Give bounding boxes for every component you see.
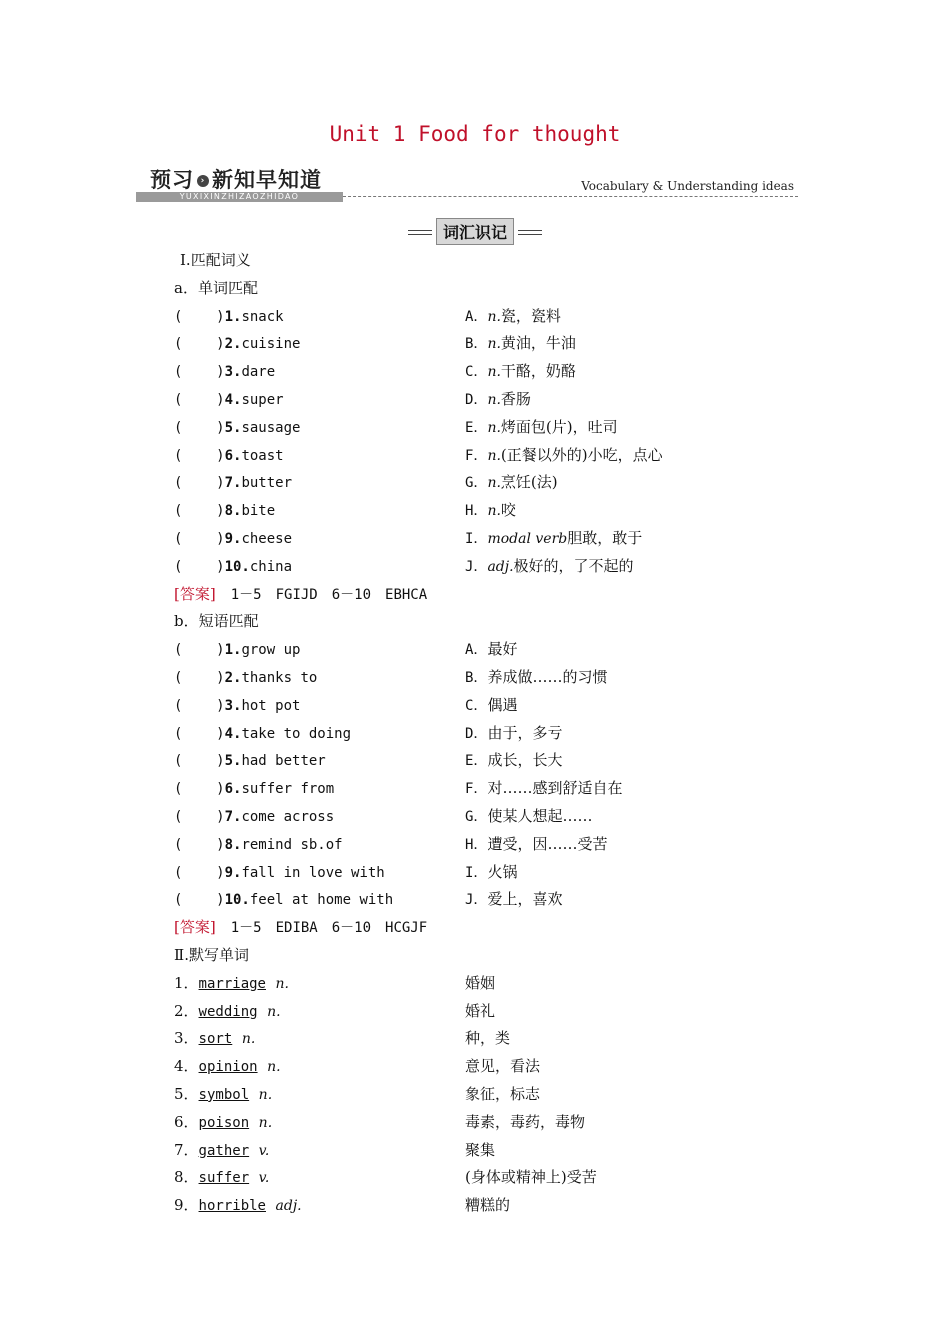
dictation-row xyxy=(0,1192,950,1220)
dictation-left xyxy=(174,970,289,999)
banner-title-left: 预习 xyxy=(150,168,194,192)
phrase-match-left xyxy=(174,747,326,776)
item-number: 1. xyxy=(224,308,242,325)
phrase-match-right xyxy=(465,636,517,665)
phrase-match-row xyxy=(0,886,950,914)
item-number: 2. xyxy=(224,336,242,353)
option-letter: G． xyxy=(465,808,488,825)
phrase-match-left xyxy=(174,803,334,832)
phrase-match-row xyxy=(0,859,950,887)
word-match-right xyxy=(465,553,634,582)
phrase-match-row xyxy=(0,636,950,664)
word-match-right xyxy=(465,303,561,332)
option-meaning: 偶遇 xyxy=(487,695,518,714)
answer-blank: ( ) xyxy=(174,753,225,770)
dictation-row xyxy=(0,1081,950,1109)
item-number: 3. xyxy=(224,364,242,381)
section-banner xyxy=(136,162,798,204)
phrase-match-right xyxy=(465,692,517,721)
part-a-heading: a．单词匹配 xyxy=(174,278,258,297)
word-match-left xyxy=(174,442,284,471)
option-letter: I． xyxy=(465,864,488,881)
phrase-match-row xyxy=(0,720,950,748)
item-number: 4． xyxy=(174,1057,199,1076)
dictation-meaning: 象征，标志 xyxy=(465,1084,541,1103)
phrase-match-row xyxy=(0,803,950,831)
item-word: cuisine xyxy=(241,336,301,353)
dictation-word: wedding xyxy=(198,1003,258,1020)
item-word: snack xyxy=(241,308,284,325)
arrow-circle-icon: › xyxy=(197,175,209,187)
item-phrase: had better xyxy=(241,753,326,770)
dictation-word: opinion xyxy=(198,1059,258,1076)
answer-blank: ( ) xyxy=(174,808,225,825)
word-match-right xyxy=(465,497,516,526)
phrase-matching-list xyxy=(0,636,950,914)
phrase-match-right xyxy=(465,831,607,860)
exercise-content xyxy=(0,247,950,1220)
item-number: 8． xyxy=(174,1168,199,1187)
word-match-left xyxy=(174,386,284,415)
item-number: 3. xyxy=(224,697,242,714)
part-of-speech: n. xyxy=(487,447,501,464)
part-of-speech: n. xyxy=(267,1003,281,1020)
item-number: 7． xyxy=(174,1140,199,1159)
answer-blank: ( ) xyxy=(174,391,225,408)
dictation-left xyxy=(174,1053,281,1082)
option-meaning: 火锅 xyxy=(487,862,518,881)
word-match-row xyxy=(0,303,950,331)
item-word: sausage xyxy=(241,419,301,436)
option-meaning: 最好 xyxy=(487,640,518,659)
word-match-row xyxy=(0,525,950,553)
dictation-meaning: (身体或精神上)受苦 xyxy=(465,1168,597,1187)
item-number: 6． xyxy=(174,1112,199,1131)
phrase-match-row xyxy=(0,692,950,720)
item-number: 10. xyxy=(224,558,250,575)
dashed-divider xyxy=(343,196,798,197)
item-number: 1. xyxy=(224,642,242,659)
option-letter: J． xyxy=(465,558,488,575)
option-letter: H． xyxy=(465,503,488,520)
phrase-match-left xyxy=(174,886,393,915)
dictation-left xyxy=(174,1137,269,1166)
part1-heading: Ⅰ.匹配词义 xyxy=(180,251,251,269)
phrase-match-row xyxy=(0,664,950,692)
banner-pinyin: YUXIXINZHIZAOZHIDAO xyxy=(136,192,343,202)
option-meaning: 烤面包(片)，吐司 xyxy=(500,417,618,436)
part-b-answer xyxy=(0,914,950,942)
item-phrase: hot pot xyxy=(241,697,301,714)
option-meaning: 养成做……的习惯 xyxy=(487,667,608,686)
dictation-row xyxy=(0,1137,950,1165)
dictation-row xyxy=(0,1164,950,1192)
item-phrase: suffer from xyxy=(241,781,335,798)
option-meaning: 黄油，牛油 xyxy=(500,334,576,353)
part-of-speech: n. xyxy=(241,1031,256,1048)
dictation-row xyxy=(0,1109,950,1137)
word-matching-list xyxy=(0,303,950,581)
option-meaning: 瓷，瓷料 xyxy=(500,306,561,325)
phrase-match-right xyxy=(465,720,562,749)
item-number: 9． xyxy=(174,1196,199,1215)
option-meaning: 胆敢，敢于 xyxy=(567,528,643,547)
item-number: 2. xyxy=(224,669,242,686)
option-letter: F． xyxy=(465,447,488,464)
dictation-meaning: 婚姻 xyxy=(465,973,496,992)
word-match-left xyxy=(174,497,275,526)
part-b-heading: b．短语匹配 xyxy=(174,612,259,631)
word-match-row xyxy=(0,553,950,581)
option-meaning: 爱上，喜欢 xyxy=(487,890,563,909)
answer-blank: ( ) xyxy=(174,503,225,520)
phrase-match-left xyxy=(174,692,300,721)
option-meaning: 香肠 xyxy=(500,389,531,408)
part-of-speech: n. xyxy=(275,975,289,992)
option-letter: H． xyxy=(465,836,488,853)
part-of-speech: n. xyxy=(487,475,501,492)
answer-blank: ( ) xyxy=(174,642,225,659)
answer-blank: ( ) xyxy=(174,669,225,686)
dictation-row xyxy=(0,1053,950,1081)
dictation-word: horrible xyxy=(198,1198,266,1215)
part2-heading: Ⅱ.默写单词 xyxy=(174,945,249,964)
option-letter: A． xyxy=(465,308,488,325)
word-match-row xyxy=(0,330,950,358)
option-letter: G． xyxy=(465,475,488,492)
banner-title xyxy=(150,164,322,194)
word-match-left xyxy=(174,358,275,387)
word-match-row xyxy=(0,442,950,470)
item-number: 1． xyxy=(174,973,199,992)
item-number: 6. xyxy=(224,781,242,798)
word-match-row xyxy=(0,414,950,442)
item-word: toast xyxy=(241,447,284,464)
answer-blank: ( ) xyxy=(174,697,225,714)
option-letter: J． xyxy=(465,892,488,909)
phrase-match-row xyxy=(0,831,950,859)
option-letter: B． xyxy=(465,669,488,686)
phrase-match-right xyxy=(465,803,592,832)
item-number: 9. xyxy=(224,864,242,881)
part-of-speech: n. xyxy=(487,364,501,381)
dictation-left xyxy=(174,1081,272,1110)
section-label-text: 词汇识记 xyxy=(436,218,514,245)
item-phrase: feel at home with xyxy=(249,892,394,909)
part-of-speech: n. xyxy=(487,503,501,520)
answer-blank: ( ) xyxy=(174,836,225,853)
answer-tag: [答案] xyxy=(174,918,216,937)
option-letter: E． xyxy=(465,419,488,436)
item-number: 2． xyxy=(174,1001,199,1020)
word-match-right xyxy=(465,469,558,498)
dictation-row xyxy=(0,1025,950,1053)
answer-text: 1－5 EDIBA 6－10 HCGJF xyxy=(230,920,428,937)
dictation-word: symbol xyxy=(198,1086,250,1103)
answer-blank: ( ) xyxy=(174,558,225,575)
phrase-match-row xyxy=(0,747,950,775)
phrase-match-right xyxy=(465,886,562,915)
part-of-speech: n. xyxy=(258,1086,273,1103)
option-meaning: 使某人想起…… xyxy=(487,806,593,825)
phrase-match-left xyxy=(174,831,343,860)
word-match-left xyxy=(174,553,292,582)
page-title: Unit 1 Food for thought xyxy=(329,122,621,146)
answer-blank: ( ) xyxy=(174,419,225,436)
option-letter: D． xyxy=(465,391,488,408)
part-of-speech: n. xyxy=(258,1114,273,1131)
phrase-match-right xyxy=(465,859,517,888)
answer-text: 1－5 FGIJD 6－10 EBHCA xyxy=(230,586,428,603)
option-meaning: 烹饪(法) xyxy=(500,473,558,492)
phrase-match-left xyxy=(174,636,300,665)
part-of-speech: v. xyxy=(258,1142,270,1159)
item-word: cheese xyxy=(241,530,293,547)
word-match-right xyxy=(465,386,531,415)
dictation-word: sort xyxy=(198,1031,233,1048)
answer-blank: ( ) xyxy=(174,725,225,742)
answer-blank: ( ) xyxy=(174,447,225,464)
answer-tag: [答案] xyxy=(174,584,216,603)
answer-blank: ( ) xyxy=(174,864,225,881)
word-match-row xyxy=(0,386,950,414)
option-meaning: 遭受，因……受苦 xyxy=(487,834,608,853)
item-word: dare xyxy=(241,364,276,381)
dictation-meaning: 意见，看法 xyxy=(465,1057,541,1076)
option-letter: D． xyxy=(465,725,488,742)
phrase-match-left xyxy=(174,664,317,693)
part-of-speech: adj. xyxy=(275,1198,302,1215)
word-match-right xyxy=(465,442,663,471)
dictation-meaning: 毒素，毒药，毒物 xyxy=(465,1112,586,1131)
word-match-left xyxy=(174,525,292,554)
word-match-left xyxy=(174,469,292,498)
dictation-word: marriage xyxy=(198,975,266,992)
answer-blank: ( ) xyxy=(174,892,225,909)
item-number: 8. xyxy=(224,836,242,853)
option-meaning: 极好的，了不起的 xyxy=(513,556,634,575)
dictation-row xyxy=(0,970,950,998)
dictation-left xyxy=(174,998,281,1027)
item-number: 10. xyxy=(224,892,250,909)
item-phrase: grow up xyxy=(241,642,301,659)
dictation-meaning: 糟糕的 xyxy=(465,1196,511,1215)
part-of-speech: n. xyxy=(487,419,501,436)
item-number: 4. xyxy=(224,391,242,408)
item-phrase: thanks to xyxy=(241,669,318,686)
option-letter: C． xyxy=(465,364,488,381)
word-dictation-list xyxy=(0,970,950,1220)
section-label xyxy=(0,218,950,245)
item-word: bite xyxy=(241,503,276,520)
item-phrase: take to doing xyxy=(241,725,352,742)
item-number: 7. xyxy=(224,808,242,825)
word-match-row xyxy=(0,469,950,497)
option-letter: C． xyxy=(465,697,488,714)
phrase-match-left xyxy=(174,859,385,888)
option-letter: B． xyxy=(465,336,488,353)
phrase-match-left xyxy=(174,720,351,749)
option-letter: F． xyxy=(465,781,488,798)
answer-blank: ( ) xyxy=(174,308,225,325)
dictation-meaning: 聚集 xyxy=(465,1140,496,1159)
word-match-right xyxy=(465,414,618,443)
word-match-row xyxy=(0,497,950,525)
option-letter: I． xyxy=(465,530,488,547)
dictation-word: poison xyxy=(198,1114,250,1131)
item-word: super xyxy=(241,391,284,408)
part-of-speech: n. xyxy=(487,391,501,408)
word-match-left xyxy=(174,303,284,332)
answer-blank: ( ) xyxy=(174,475,225,492)
option-meaning: 干酪，奶酪 xyxy=(500,362,576,381)
item-number: 3． xyxy=(174,1029,199,1048)
banner-subtitle: Vocabulary & Understanding ideas xyxy=(581,179,794,193)
part-of-speech: v. xyxy=(258,1170,270,1187)
dictation-left xyxy=(174,1109,272,1138)
option-meaning: 由于，多亏 xyxy=(487,723,563,742)
item-number: 8. xyxy=(224,503,242,520)
part-of-speech: n. xyxy=(487,336,501,353)
phrase-match-right xyxy=(465,775,622,804)
item-number: 4. xyxy=(224,725,242,742)
word-match-left xyxy=(174,330,300,359)
part-a-answer xyxy=(0,581,950,609)
phrase-match-right xyxy=(465,664,607,693)
dictation-left xyxy=(174,1025,255,1054)
item-number: 7. xyxy=(224,475,242,492)
word-match-right xyxy=(465,358,576,387)
part-of-speech: adj. xyxy=(487,558,514,575)
answer-blank: ( ) xyxy=(174,336,225,353)
word-match-left xyxy=(174,414,300,443)
answer-blank: ( ) xyxy=(174,530,225,547)
dictation-meaning: 婚礼 xyxy=(465,1001,496,1020)
option-meaning: (正餐以外的)小吃，点心 xyxy=(500,445,663,464)
answer-blank: ( ) xyxy=(174,781,225,798)
word-match-right xyxy=(465,330,576,359)
part-of-speech: n. xyxy=(267,1059,281,1076)
item-number: 5. xyxy=(224,753,242,770)
option-letter: E． xyxy=(465,753,488,770)
phrase-match-left xyxy=(174,775,334,804)
dictation-left xyxy=(174,1192,302,1221)
item-number: 9. xyxy=(224,530,242,547)
option-meaning: 对……感到舒适自在 xyxy=(487,779,623,798)
option-meaning: 咬 xyxy=(500,501,516,520)
option-meaning: 成长，长大 xyxy=(487,751,563,770)
item-number: 5. xyxy=(224,419,242,436)
banner-title-right: 新知早知道 xyxy=(212,168,322,192)
answer-blank: ( ) xyxy=(174,364,225,381)
item-word: china xyxy=(249,558,293,575)
word-match-row xyxy=(0,358,950,386)
item-number: 5． xyxy=(174,1084,199,1103)
dictation-meaning: 种，类 xyxy=(465,1029,511,1048)
item-number: 6. xyxy=(224,447,242,464)
item-phrase: remind sb.of xyxy=(241,836,343,853)
part-of-speech: n. xyxy=(487,308,501,325)
word-match-right xyxy=(465,525,642,554)
dictation-word: gather xyxy=(198,1142,250,1159)
dictation-left xyxy=(174,1164,269,1193)
option-letter: A． xyxy=(465,642,488,659)
item-phrase: come across xyxy=(241,808,335,825)
item-word: butter xyxy=(241,475,293,492)
dictation-word: suffer xyxy=(198,1170,250,1187)
dictation-row xyxy=(0,998,950,1026)
phrase-match-right xyxy=(465,747,562,776)
part-of-speech: modal verb xyxy=(487,530,568,547)
phrase-match-row xyxy=(0,775,950,803)
item-phrase: fall in love with xyxy=(241,864,385,881)
